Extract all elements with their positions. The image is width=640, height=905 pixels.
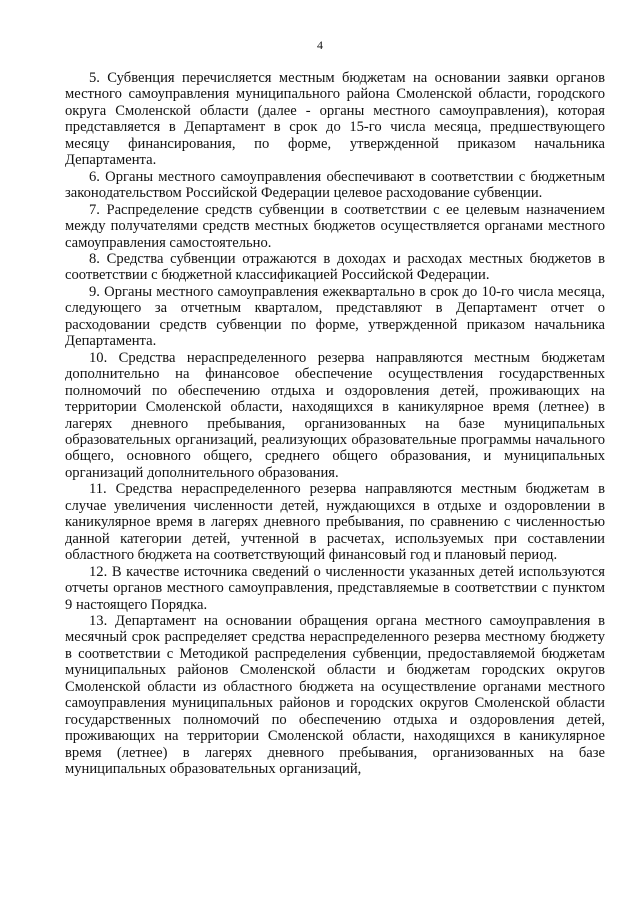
document-body bbox=[65, 70, 605, 777]
paragraph-12: 12. В качестве источника сведений о численности указанных детей используются отчеты органов местного самоуправления, представляемые в соответствии с пунктом 9 настоящего Порядка. bbox=[65, 563, 605, 613]
paragraph-6: 6. Органы местного самоуправления обеспечивают в соответствии с бюджетным законодательством Российской Федерации целевое расходование субвенции. bbox=[65, 168, 605, 202]
paragraph-5: 5. Субвенция перечисляется местным бюджетам на основании заявки органов местного самоуправления муниципального района Смоленской области, городского округа Смоленской области (далее - органы местного самоуправления), которая представляется в Департамент в срок до 15-го числа месяца, предшествующего месяцу финансирования, по форме, утвержденной приказом начальника Департамента. bbox=[65, 70, 605, 169]
page-number: 4 bbox=[317, 38, 323, 52]
paragraph-13: 13. Департамент на основании обращения органа местного самоуправления в месячный срок распределяет средства нераспределенного резерва местному бюджету в соответствии с Методикой распределения субвенции, предоставляемой бюджетам муниципальных районов Смоленской области и бюджетам городских округов Смоленской области из областного бюджета на осуществление органами местного самоуправления муниципальных районов и городских округов Смоленской области государственных полномочий по обеспечению отдыха и оздоровления детей, проживающих на территории Смоленской области, находящихся в каникулярное время (летнее) в лагерях дневного пребывания, организованных на базе муниципальных образовательных организаций, bbox=[65, 612, 605, 778]
paragraph-10: 10. Средства нераспределенного резерва направляются местным бюджетам дополнительно на финансовое обеспечение осуществления государственных полномочий по обеспечению отдыха и оздоровления детей, проживающих на территории Смоленской области, находящихся в каникулярное время (летнее) в лагерях дневного пребывания, организованных на базе муниципальных образовательных организаций, реализующих образовательные программы начального общего, основного общего, среднего общего образования, и муниципальных организаций дополнительного образования. bbox=[65, 349, 605, 481]
paragraph-11: 11. Средства нераспределенного резерва направляются местным бюджетам в случае увеличения численности детей, нуждающихся в отдыхе и оздоровлении в каникулярное время в лагерях дневного пребывания, по сравнению с численностью данной категории детей, учтенной в расчетах, используемых при составлении областного бюджета на соответствующий финансовый год и плановый период. bbox=[65, 481, 605, 564]
paragraph-7: 7. Распределение средств субвенции в соответствии с ее целевым назначением между получателями средств местных бюджетов осуществляется органами местного самоуправления самостоятельно. bbox=[65, 201, 605, 251]
paragraph-9: 9. Органы местного самоуправления ежеквартально в срок до 10-го числа месяца, следующего за отчетным кварталом, представляют в Департамент отчет о расходовании средств субвенции по форме, утвержденной приказом начальника Департамента. bbox=[65, 283, 605, 350]
paragraph-8: 8. Средства субвенции отражаются в доходах и расходах местных бюджетов в соответствии с бюджетной классификацией Российской Федерации. bbox=[65, 250, 605, 284]
